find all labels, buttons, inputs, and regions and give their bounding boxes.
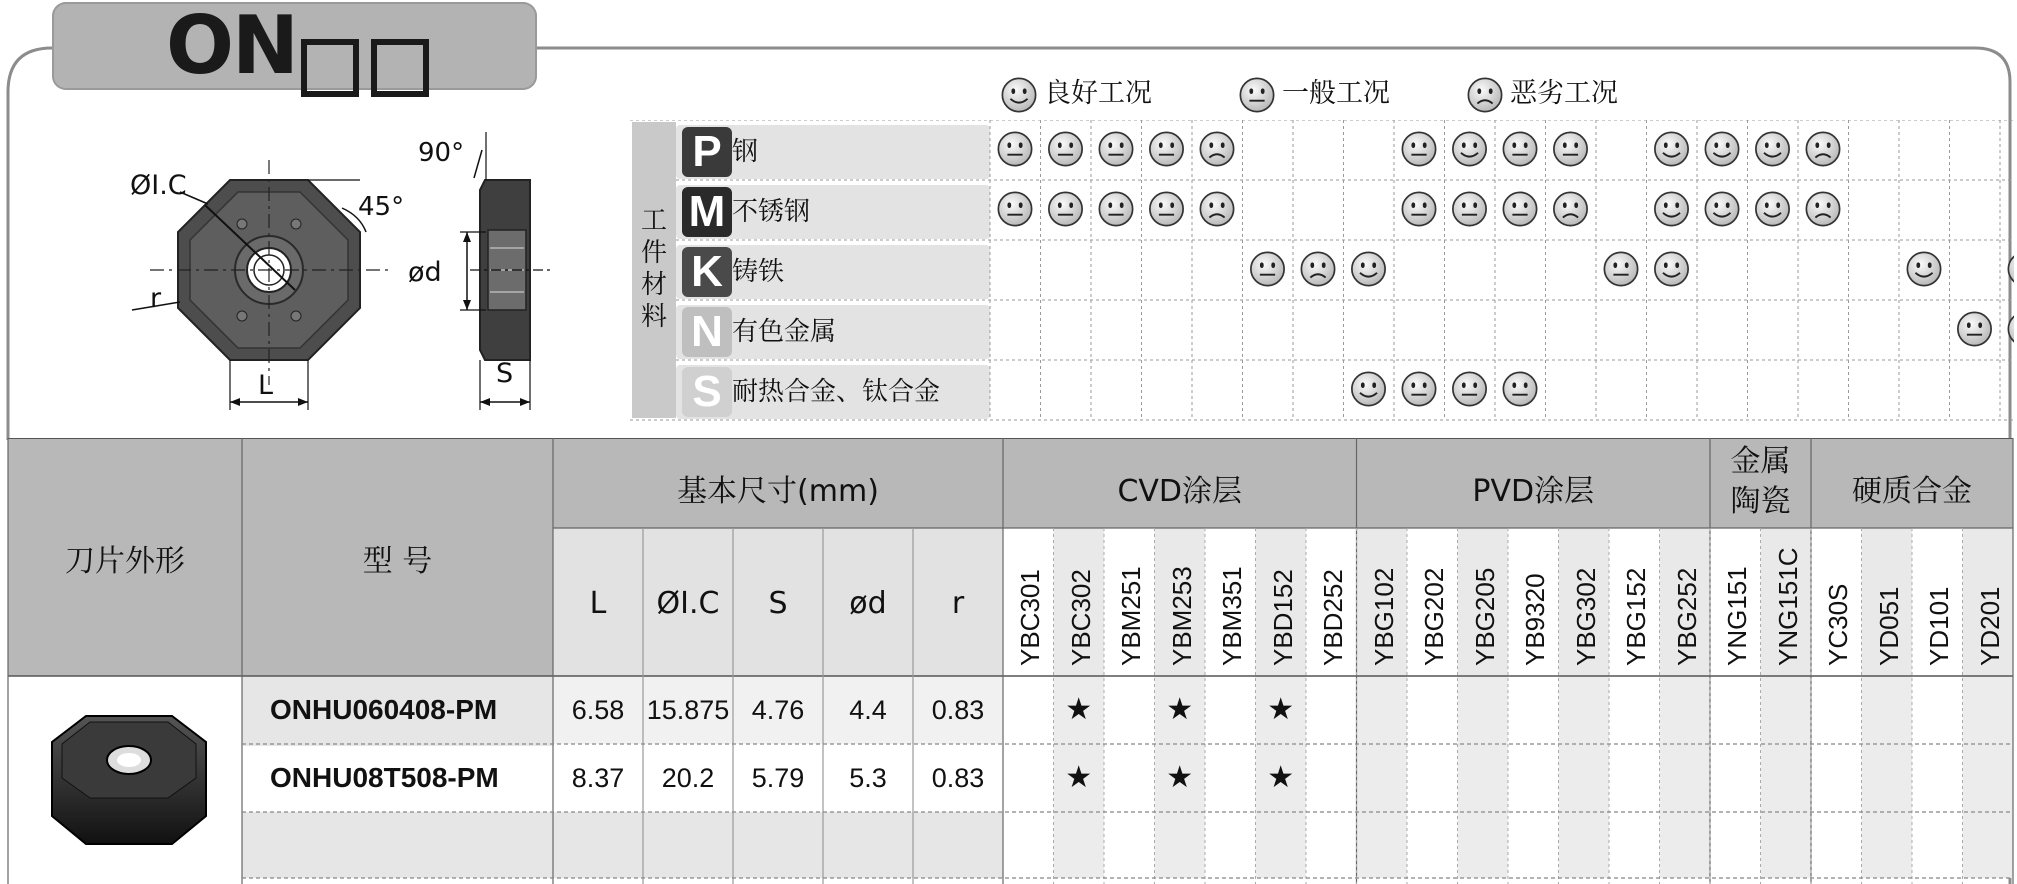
- grade-header-ybd152: YBD152: [1267, 569, 1298, 666]
- suitability-good-face-icon: [1705, 132, 1738, 165]
- normal-face-icon: [1238, 76, 1276, 114]
- dims-col-header: S: [768, 586, 788, 621]
- dim-value-d: 5.3: [849, 763, 887, 793]
- grade-header-ybg152: YBG152: [1621, 567, 1651, 666]
- page-title: [166, 0, 435, 94]
- suitability-good-face-icon: [1705, 192, 1738, 225]
- material-name: 耐热合金、钛合金: [732, 377, 941, 407]
- legend-label: 恶劣工况: [1510, 78, 1618, 109]
- suitability-good-face-icon: [1453, 132, 1486, 165]
- workpiece-label-char: 材: [640, 270, 667, 300]
- material-grid: [630, 120, 2014, 422]
- suitability-normal-face-icon: [1503, 132, 1536, 165]
- grade-header-ybd252: YBD252: [1318, 569, 1348, 666]
- diagram-label-d: ød: [408, 257, 442, 288]
- grade-column-bg: [1761, 676, 1812, 878]
- suitability-bad-face-icon: [1301, 252, 1334, 285]
- diagram-label-45: 45°: [358, 192, 405, 222]
- grade-header-ybc302: YBC302: [1065, 569, 1096, 666]
- group-header: PVD涂层: [1472, 474, 1595, 509]
- dim-value-ic: 15.875: [646, 695, 730, 725]
- suitability-normal-face-icon: [1150, 132, 1183, 165]
- insert-photo: [44, 712, 214, 852]
- workpiece-label-char: 工: [640, 206, 667, 236]
- recommended-star: ★: [1267, 692, 1295, 727]
- legend-item-good: [1000, 74, 1152, 114]
- diagram-label-ic: ØI.C: [130, 170, 187, 201]
- material-letter-badge: N: [682, 307, 732, 357]
- suitability-normal-face-icon: [998, 192, 1031, 225]
- suitability-normal-face-icon: [1251, 252, 1284, 285]
- dims-col-header: ØI.C: [656, 586, 720, 621]
- grade-header-ybg252: YBG252: [1671, 567, 1702, 666]
- suitability-bad-face-icon: [1806, 132, 1839, 165]
- suitability-good-face-icon: [1756, 192, 1789, 225]
- workpiece-label-char: 料: [640, 302, 667, 332]
- suitability-bad-face-icon: [1554, 192, 1587, 225]
- suitability-normal-face-icon: [1604, 252, 1637, 285]
- grade-column-bg: [1458, 676, 1509, 878]
- diagram-label-s: S: [496, 358, 514, 389]
- material-name: 不锈钢: [732, 197, 811, 227]
- diagram-label-l: L: [258, 370, 274, 401]
- suitability-bad-face-icon: [2008, 312, 2014, 345]
- material-letter-badge: S: [682, 367, 732, 417]
- grade-header-ybm253: YBM253: [1166, 566, 1197, 666]
- dims-row-bg: [553, 812, 1003, 878]
- dim-value-s: 5.79: [751, 763, 805, 793]
- material-letter-badge: M: [682, 187, 732, 237]
- suitability-good-face-icon: [1756, 132, 1789, 165]
- grade-header-yb9320: YB9320: [1520, 573, 1550, 666]
- suitability-normal-face-icon: [1503, 192, 1536, 225]
- grade-header-yng151: YNG151: [1722, 566, 1752, 666]
- material-name: 钢: [732, 137, 759, 167]
- dim-value-r: 0.83: [931, 763, 985, 793]
- dims-col-header: L: [589, 586, 607, 621]
- grade-header-ybc301: YBC301: [1015, 569, 1045, 666]
- legend-item-bad: [1466, 74, 1618, 114]
- dim-value-ic: 20.2: [661, 763, 715, 793]
- recommended-star: ★: [1267, 760, 1295, 795]
- dims-header: 基本尺寸(mm): [677, 474, 879, 509]
- group-header: 金属 陶瓷: [1730, 444, 1791, 519]
- dims-col-header: ød: [849, 586, 887, 621]
- suitability-normal-face-icon: [1402, 372, 1435, 405]
- suitability-normal-face-icon: [1453, 372, 1486, 405]
- grade-header-yd201: YD201: [1974, 586, 2005, 666]
- grade-header-yd101: YD101: [1924, 586, 1954, 666]
- grade-header-ybg302: YBG302: [1570, 567, 1601, 666]
- model-row-bg: [242, 812, 553, 878]
- grade-header-yc30s: YC30S: [1823, 583, 1853, 666]
- suitability-normal-face-icon: [998, 132, 1031, 165]
- suitability-normal-face-icon: [1099, 192, 1132, 225]
- grade-header-yd051: YD051: [1873, 586, 1904, 666]
- suitability-normal-face-icon: [1150, 192, 1183, 225]
- title-prefix: ON: [166, 0, 297, 92]
- recommended-star: ★: [1166, 760, 1194, 795]
- suitability-normal-face-icon: [1049, 132, 1082, 165]
- grade-header-ybm251: YBM251: [1116, 566, 1146, 666]
- legend-item-normal: [1238, 74, 1390, 114]
- bad-face-icon: [1466, 76, 1504, 114]
- grade-header-ybg102: YBG102: [1368, 567, 1399, 666]
- recommended-star: ★: [1166, 692, 1194, 727]
- suitability-good-face-icon: [1655, 192, 1688, 225]
- diagram-label-90: 90°: [418, 138, 465, 168]
- dims-col-header: r: [951, 586, 965, 621]
- legend-label: 一般工况: [1282, 78, 1390, 109]
- suitability-bad-face-icon: [2008, 252, 2014, 285]
- suitability-good-face-icon: [1352, 372, 1385, 405]
- grade-header-ybg202: YBG202: [1419, 567, 1449, 666]
- recommended-star: ★: [1065, 692, 1093, 727]
- suitability-bad-face-icon: [1200, 192, 1233, 225]
- grade-header-yng151c: YNG151C: [1772, 547, 1803, 666]
- model-code: ONHU060408-PM: [270, 694, 498, 725]
- grade-column-bg: [1559, 676, 1610, 878]
- suitability-normal-face-icon: [1049, 192, 1082, 225]
- suitability-normal-face-icon: [1453, 192, 1486, 225]
- good-face-icon: [1000, 76, 1038, 114]
- suitability-good-face-icon: [1352, 252, 1385, 285]
- grade-column-bg: [1357, 676, 1408, 878]
- suitability-good-face-icon: [1907, 252, 1940, 285]
- diagram-label-r: r: [150, 283, 162, 314]
- grade-column-bg: [1862, 676, 1913, 878]
- title-square: [371, 39, 429, 97]
- shape-header: 刀片外形: [65, 544, 185, 579]
- material-name: 有色金属: [732, 317, 837, 347]
- dim-value-s: 4.76: [751, 695, 805, 725]
- suitability-bad-face-icon: [1806, 192, 1839, 225]
- suitability-normal-face-icon: [1402, 132, 1435, 165]
- dim-value-l: 8.37: [571, 763, 625, 793]
- grade-column-bg: [1963, 676, 2014, 878]
- dim-value-r: 0.83: [931, 695, 985, 725]
- model-code: ONHU08T508-PM: [270, 762, 499, 793]
- suitability-normal-face-icon: [1503, 372, 1536, 405]
- title-square: [301, 39, 359, 97]
- recommended-star: ★: [1065, 760, 1093, 795]
- suitability-normal-face-icon: [1554, 132, 1587, 165]
- dim-value-d: 4.4: [849, 695, 887, 725]
- material-letter-badge: P: [682, 127, 732, 177]
- dim-value-l: 6.58: [571, 695, 625, 725]
- material-letter-badge: K: [682, 247, 732, 297]
- group-header: CVD涂层: [1117, 474, 1243, 509]
- model-header: 型 号: [362, 544, 433, 579]
- suitability-bad-face-icon: [1200, 132, 1233, 165]
- suitability-normal-face-icon: [1958, 312, 1991, 345]
- workpiece-label-char: 件: [640, 238, 667, 268]
- legend-label: 良好工况: [1044, 78, 1152, 109]
- suitability-normal-face-icon: [1402, 192, 1435, 225]
- grade-header-ybg205: YBG205: [1469, 567, 1500, 666]
- grade-header-ybm351: YBM351: [1217, 566, 1247, 666]
- suitability-good-face-icon: [1655, 132, 1688, 165]
- grade-column-bg: [1660, 676, 1711, 878]
- material-name: 铸铁: [732, 257, 785, 287]
- suitability-good-face-icon: [1655, 252, 1688, 285]
- group-header: 硬质合金: [1852, 474, 1972, 509]
- suitability-normal-face-icon: [1099, 132, 1132, 165]
